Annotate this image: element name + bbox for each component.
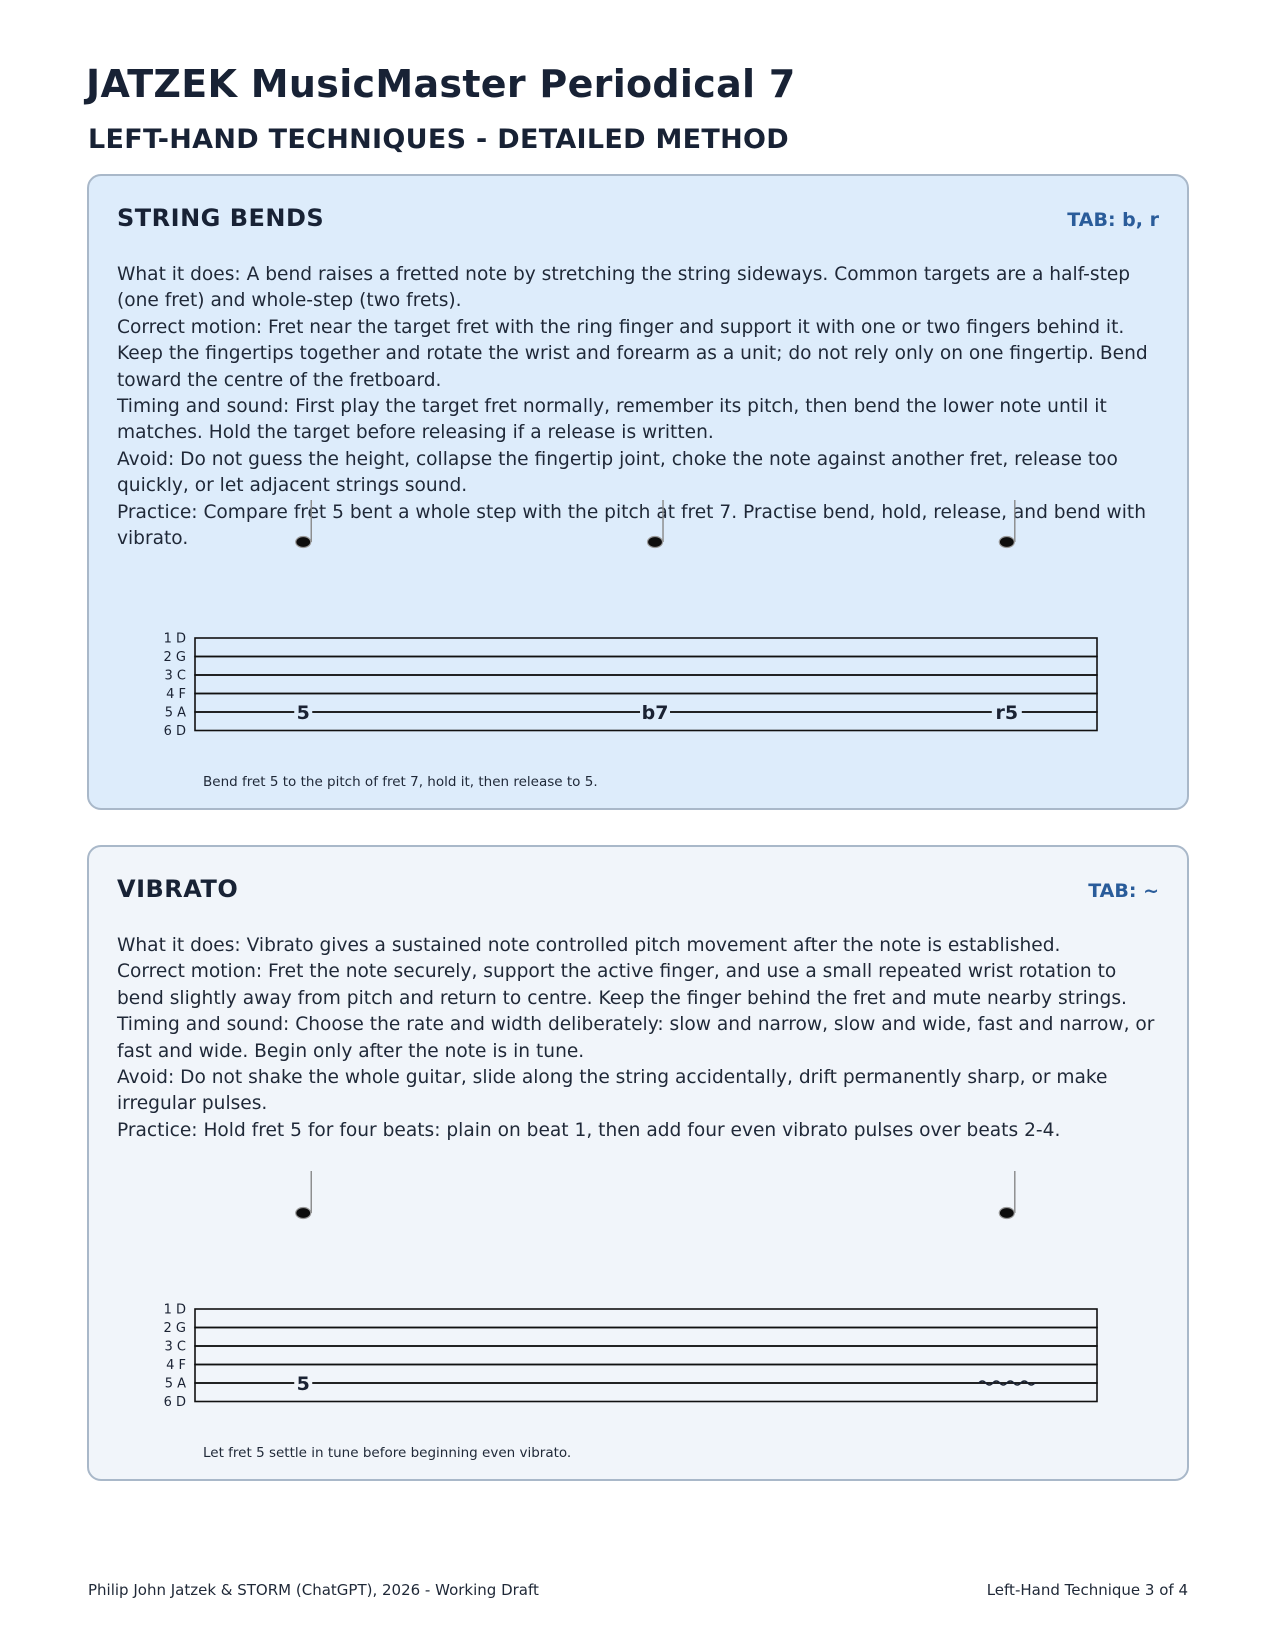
string-label: 5 A [164,1376,186,1392]
section-title: VIBRATO [117,875,239,903]
document-title: JATZEK MusicMaster Periodical 7 [86,62,796,106]
string-label: 6 D [163,1395,186,1410]
string-label: 2 G [163,650,186,665]
tab-notation-code: TAB: b, r [1067,209,1159,231]
string-label: 4 F [166,687,186,702]
string-label: 3 C [164,1339,186,1355]
note-head [648,537,663,548]
paragraph-what-it-does: What it does: A bend raises a fretted note by stretching the string sideways. Common targets are a half-step (one fret) and whole-step (two frets). [117,264,1131,312]
tab-notation-code: TAB: ~ [1088,880,1159,902]
tab-string-gap [195,1365,1097,1384]
section-string-bends [87,174,1189,810]
fret-number: b7 [641,702,669,724]
string-label: 4 F [166,1358,186,1373]
paragraph-timing: Timing and sound: Choose the rate and width deliberately: slow and narrow, slow and wide, fast and narrow, or fast and wide. Begin only after the note is in tune. [117,1014,1155,1062]
string-label: 6 D [163,724,186,739]
string-label: 1 D [163,1302,186,1318]
tab-string-gap [195,1346,1097,1365]
note-head [296,1208,311,1219]
tab-string-gap [195,675,1097,694]
fret-number: 5 [296,702,310,724]
paragraph-avoid: Avoid: Do not shake the whole guitar, slide along the string accidentally, drift permanently sharp, or make irregular pulses. [117,1067,1108,1115]
paragraph-what-it-does: What it does: Vibrato gives a sustained note controlled pitch movement after the note is established. [117,935,1061,956]
paragraph-timing: Timing and sound: First play the target fret normally, remember its pitch, then bend the lower note until it matches. Hold the target before releasing if a release is written. [117,396,1107,444]
string-label: 1 D [163,631,186,647]
tab-string-gap [195,1328,1097,1347]
tab-string-gap [195,638,1097,657]
section-vibrato [87,845,1189,1481]
string-label: 5 A [164,705,186,721]
paragraph-correct-motion: Correct motion: Fret the note securely, support the active finger, and use a small repeated wrist rotation to bend slightly away from pitch and return to centre. Keep the finger behind the fret and mute nearby strings. [117,961,1127,1009]
fret-number: r5 [995,702,1019,724]
footer-page-indicator: Left-Hand Technique 3 of 4 [986,1581,1188,1599]
paragraph-practice: Practice: Compare fret 5 bent a whole step with the pitch at fret 7. Practise bend, hold, release, and bend with vibrato. [117,501,1146,550]
note-head [999,1208,1014,1219]
tab-staff [89,176,1189,776]
string-label: 2 G [163,1321,186,1336]
tab-caption: Let fret 5 settle in tune before beginning even vibrato. [203,1445,572,1461]
note-head [999,537,1014,548]
tab-string-gap [195,1383,1097,1402]
paragraph-correct-motion: Correct motion: Fret near the target fret with the ring finger and support it with one or two fingers behind it. Keep the fingertips together and rotate the wrist and forearm as a unit; do not rely only on one fingertip. Bend toward the centre of the fretboard. [117,316,1148,391]
paragraph-avoid: Avoid: Do not guess the height, collapse the fingertip joint, choke the note against another fret, release too quickly, or let adjacent strings sound. [117,448,1118,497]
tab-string-gap [195,1309,1097,1328]
tab-staff [89,847,1189,1447]
fret-number: 5 [296,1373,310,1395]
string-label: 3 C [164,668,186,684]
footer-credit: Philip John Jatzek & STORM (ChatGPT), 2026 - Working Draft [88,1581,539,1599]
note-head [296,537,311,548]
tab-string-gap [195,657,1097,676]
section-title: STRING BENDS [117,204,325,232]
tab-caption: Bend fret 5 to the pitch of fret 7, hold it, then release to 5. [203,774,598,790]
document-subtitle: LEFT-HAND TECHNIQUES - DETAILED METHOD [88,124,790,155]
paragraph-practice: Practice: Hold fret 5 for four beats: plain on beat 1, then add four even vibrato pulses over beats 2-4. [117,1119,1061,1141]
